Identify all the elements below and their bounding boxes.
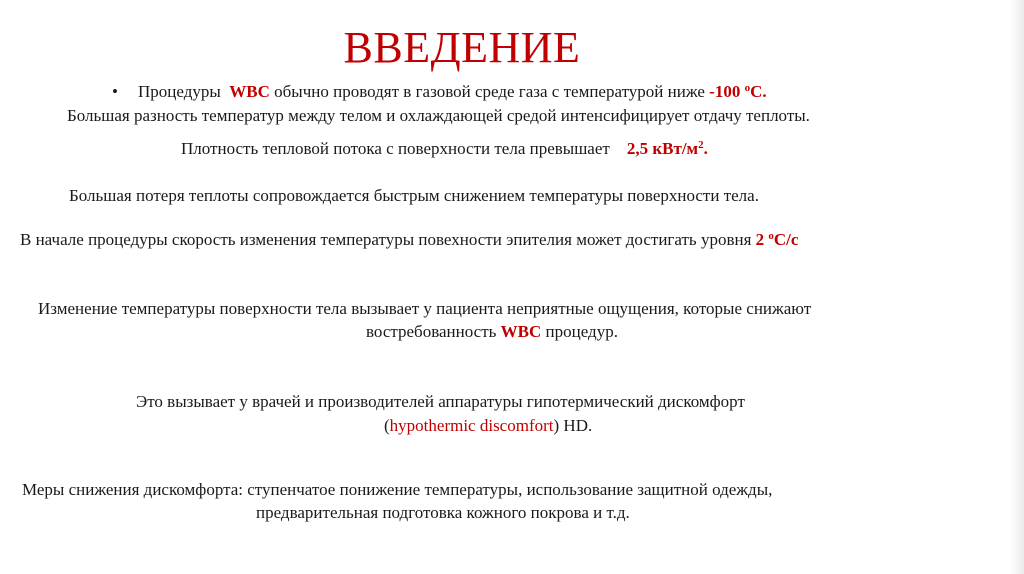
p6-text-b: процедур. [545, 322, 618, 341]
p1-text-b: обычно проводят в газовой среде газа с температурой ниже [274, 82, 705, 101]
bullet-marker: • [112, 82, 118, 101]
p5-unit: С/с [773, 230, 799, 249]
p7-open: ( [384, 416, 390, 435]
p6-text-a: востребованность [366, 322, 497, 341]
paragraph-heat-loss: Большая потеря теплоты сопровождается быстрым снижением температуры поверхности тела. [69, 186, 759, 205]
paragraph-measures-line1: Меры снижения дискомфорта: ступенчатое понижение температуры, использование защитной одежды, [22, 480, 773, 499]
p7-close: ) HD. [553, 416, 593, 435]
paragraph-discomfort-line2 [366, 322, 618, 342]
p5-text: В начале процедуры скорость изменения температуры повехности эпителия может достигать уровня [20, 230, 752, 249]
p1-temp: -100 [709, 82, 741, 101]
slide-title [0, 22, 1024, 73]
p3-text: Плотность тепловой потока с поверхности тела превышает [181, 139, 610, 158]
slide-title-text: ВВЕДЕНИЕ [343, 23, 581, 72]
paragraph-heat-flux [181, 139, 708, 159]
paragraph-wbc-procedures [138, 82, 767, 102]
p1-text-a: Процедуры [138, 82, 221, 101]
p6-wbc: WBC [500, 322, 542, 341]
p1-wbc: WBC [229, 82, 270, 101]
p5-deg: o [768, 230, 774, 242]
p3-sup: 2 [698, 139, 704, 151]
paragraph-hd-line1: Это вызывает у врачей и производителей аппаратуры гипотермический дискомфорт [136, 392, 745, 411]
p3-value: 2,5 кВт/м [626, 139, 699, 158]
paragraph-discomfort-line1: Изменение температуры поверхности тела вызывает у пациента неприятные ощущения, которые снижают [38, 299, 812, 318]
paragraph-rate-of-change [20, 230, 798, 250]
slide-edge-shadow [1010, 0, 1024, 574]
p5-value: 2 [755, 230, 765, 249]
p1-deg: o [744, 82, 751, 94]
p3-end: . [703, 139, 708, 158]
paragraph-hd-line2 [384, 416, 592, 436]
paragraph-temperature-difference: Большая разность температур между телом и охлаждающей средой интенсифицирует отдачу теплоты. [67, 106, 810, 125]
p1-unit: С. [750, 82, 767, 101]
paragraph-measures-line2: предварительная подготовка кожного покрова и т.д. [256, 503, 630, 522]
p7-english: hypothermic discomfort [389, 416, 554, 435]
